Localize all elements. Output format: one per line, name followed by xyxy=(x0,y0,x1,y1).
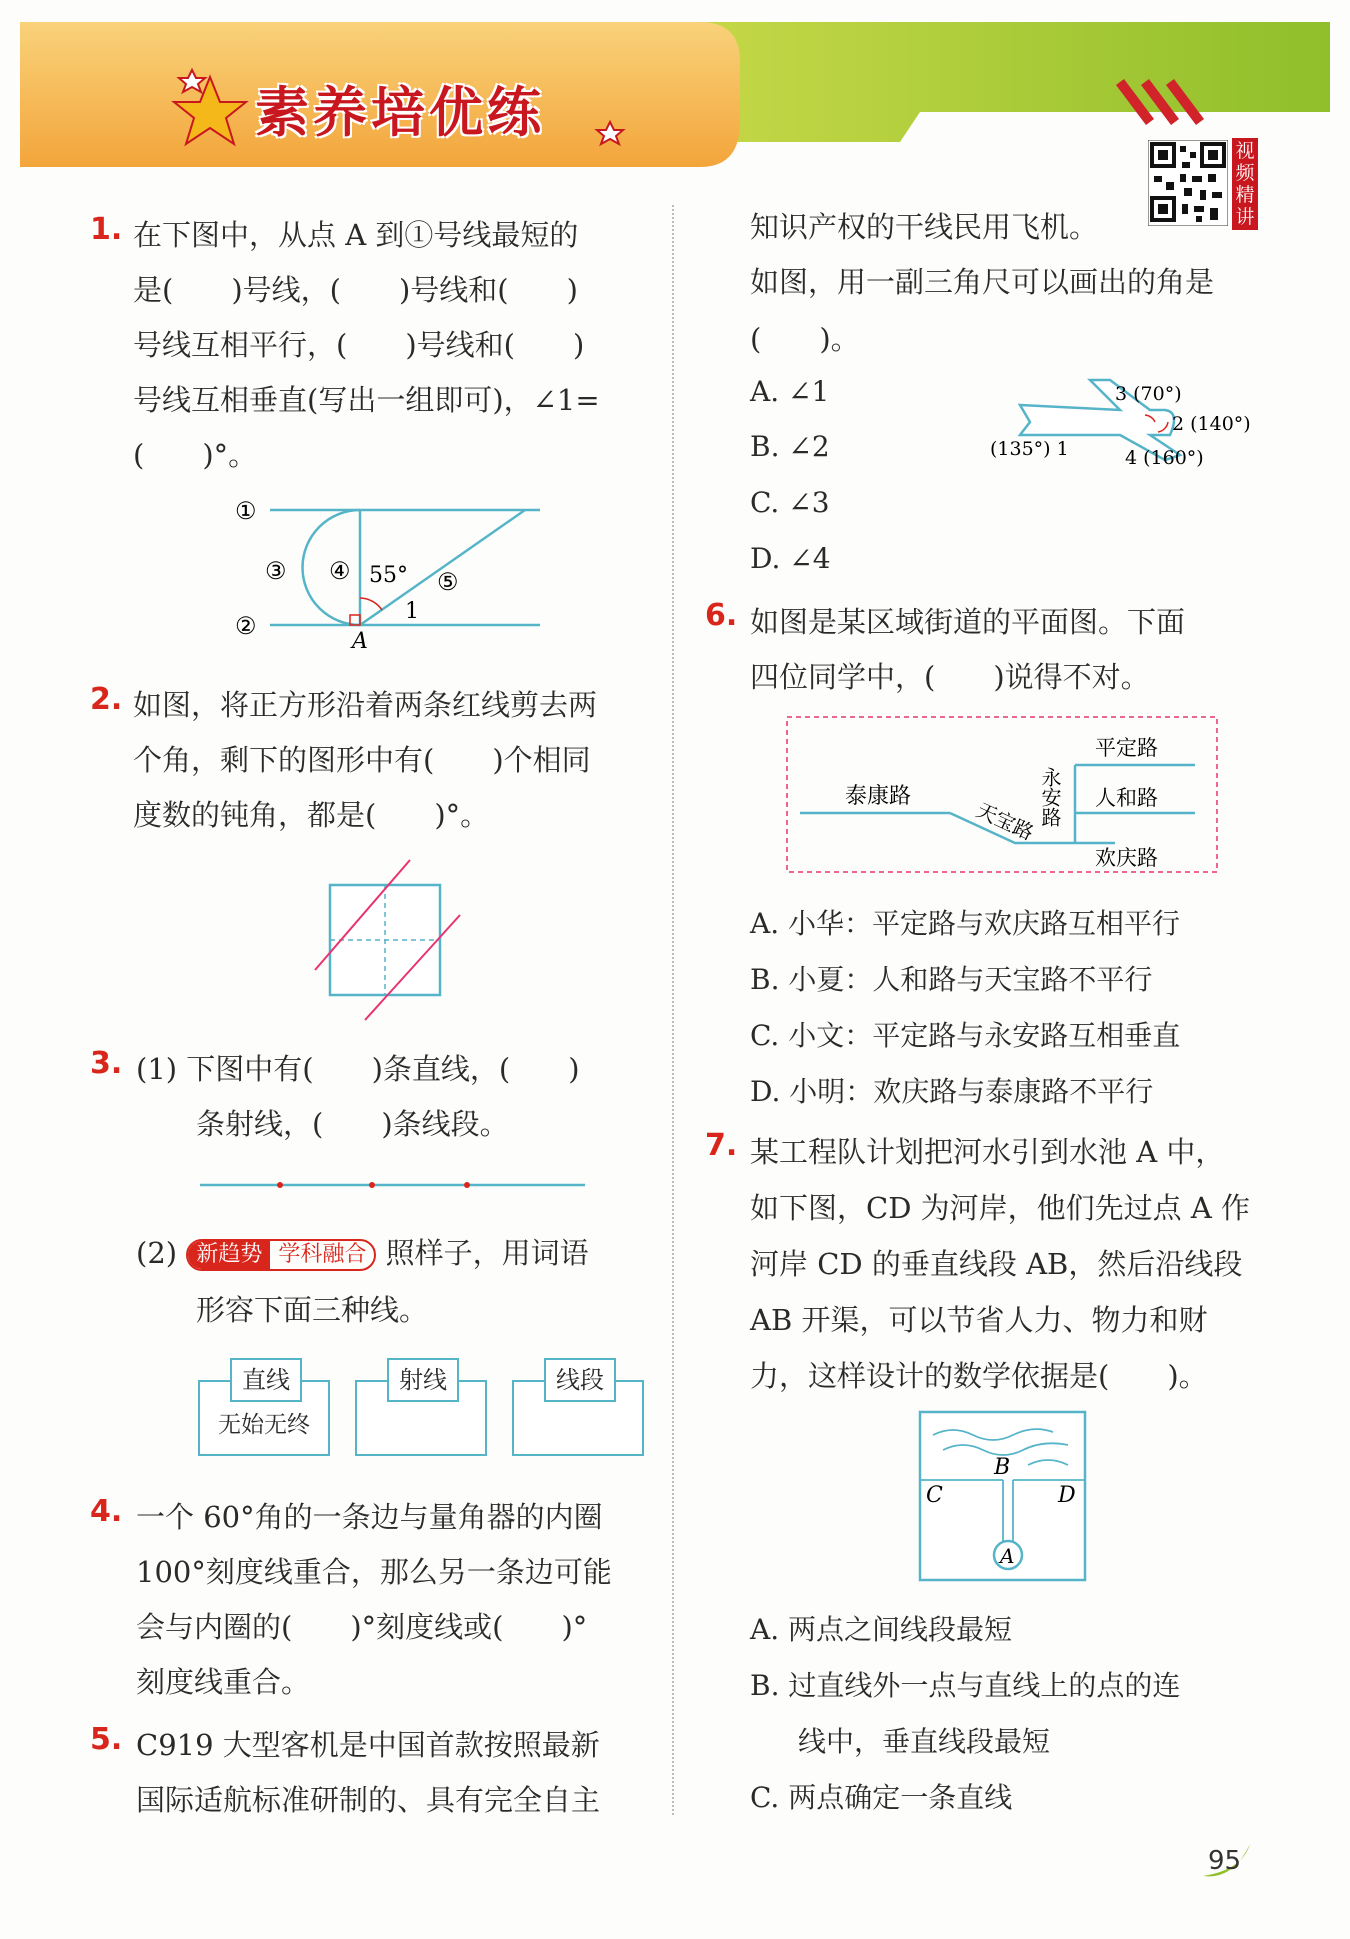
road-pingding: 平定路 xyxy=(1095,736,1158,760)
tag-primary: 新趋势 xyxy=(188,1241,270,1269)
question-text: 100°刻度线重合，那么另一条边可能 xyxy=(136,1555,612,1589)
question-text: 如下图，CD 为河岸，他们先过点 A 作 xyxy=(750,1191,1251,1225)
road-yongan: 永安路 xyxy=(1038,767,1062,827)
question-text: 如图是某区域街道的平面图。下面 xyxy=(750,605,1186,639)
question-text: 度数的钝角，都是( )°。 xyxy=(133,798,490,832)
question-text: ( )。 xyxy=(750,322,860,356)
question-text: 照样子，用词语 xyxy=(385,1236,589,1270)
angle-1-label: 1 xyxy=(405,599,419,624)
question-text: 会与内圈的( )°刻度线或( )° xyxy=(136,1610,588,1644)
option-b-continued: 线中，垂直线段最短 xyxy=(798,1725,1051,1758)
question-text: 号线互相平行，( )号线和( ) xyxy=(133,328,585,362)
question-text: 刻度线重合。 xyxy=(136,1665,311,1699)
question-text: 国际适航标准研制的、具有完全自主 xyxy=(136,1783,601,1817)
question-text: C919 大型客机是中国首款按照最新 xyxy=(136,1728,600,1762)
airplane-figure xyxy=(990,370,1270,480)
question-text: 四位同学中，( )说得不对。 xyxy=(750,660,1150,694)
question-number: 5. xyxy=(90,1722,123,1757)
question-part xyxy=(136,1231,589,1272)
question-text: 在下图中，从点 A 到①号线最短的 xyxy=(133,218,579,252)
point-a-label: A xyxy=(352,629,368,650)
box-label: 直线 xyxy=(230,1358,302,1402)
point-b-label: B xyxy=(994,1455,1011,1480)
river-pool-figure xyxy=(918,1410,1090,1585)
street-map-figure xyxy=(785,715,1220,875)
question-text: 河岸 CD 的垂直线段 AB，然后沿线段 xyxy=(750,1247,1243,1281)
point-c-label: C xyxy=(926,1483,943,1508)
q3-line-figure xyxy=(195,1175,595,1195)
option-a[interactable]: A. 两点之间线段最短 xyxy=(750,1613,1013,1646)
angle-label: 55° xyxy=(369,563,408,588)
question-text: 力，这样设计的数学依据是( )。 xyxy=(750,1359,1208,1393)
road-taikang: 泰康路 xyxy=(845,784,912,809)
label-line4: ④ xyxy=(329,557,351,585)
label-line2: ② xyxy=(235,612,257,640)
angle-4-label: 4 (160°) xyxy=(1125,447,1204,469)
section-banner xyxy=(20,22,1330,167)
q2-square-figure xyxy=(300,855,480,1025)
label-line3: ③ xyxy=(265,557,287,585)
question-text: 形容下面三种线。 xyxy=(196,1293,429,1327)
question-number: 2. xyxy=(90,682,123,717)
box-label: 线段 xyxy=(544,1358,616,1402)
option-b[interactable]: B. ∠2 xyxy=(750,430,830,463)
question-number: 6. xyxy=(705,598,738,633)
label-line5: ⑤ xyxy=(437,568,459,596)
angle-2-label: 2 (140°) xyxy=(1172,413,1251,435)
option-d[interactable]: D. 小明：欢庆路与泰康路不平行 xyxy=(750,1075,1154,1108)
option-c[interactable]: C. 两点确定一条直线 xyxy=(750,1781,1013,1814)
question-text: 知识产权的干线民用飞机。 xyxy=(750,210,1099,244)
part-label: (2) xyxy=(136,1236,178,1270)
question-text: 一个 60°角的一条边与量角器的内圈 xyxy=(136,1500,603,1534)
qr-code-icon[interactable] xyxy=(1148,140,1228,226)
question-text: AB 开渠，可以节省人力、物力和财 xyxy=(750,1303,1208,1337)
angle-1-label: (135°) 1 xyxy=(990,438,1069,460)
option-a[interactable]: A. 小华：平定路与欢庆路互相平行 xyxy=(750,907,1181,940)
banner-background xyxy=(20,22,1330,167)
tag-secondary: 学科融合 xyxy=(278,1242,367,1267)
page-number: 95 xyxy=(1208,1846,1242,1876)
angle-3-label: 3 (70°) xyxy=(1115,383,1182,405)
question-text: 号线互相垂直(写出一组即可)，∠1= xyxy=(133,383,600,417)
question-text: 条射线，( )条线段。 xyxy=(196,1107,509,1141)
question-number: 7. xyxy=(705,1128,738,1163)
road-tianbao: 天宝路 xyxy=(972,797,1038,845)
tag-badge xyxy=(186,1239,376,1271)
qr-label: 视频精讲 xyxy=(1232,138,1258,230)
option-c[interactable]: C. ∠3 xyxy=(750,486,830,519)
question-text: 如图，用一副三角尺可以画出的角是 xyxy=(750,265,1215,299)
question-text: 某工程队计划把河水引到水池 A 中， xyxy=(750,1135,1225,1169)
section-title: 素养培优练 xyxy=(255,80,545,144)
question-text: (1) 下图中有( )条直线，( ) xyxy=(136,1052,580,1086)
question-text: 是( )号线，( )号线和( ) xyxy=(133,273,578,307)
q1-figure xyxy=(225,490,555,650)
option-a[interactable]: A. ∠1 xyxy=(750,375,830,408)
question-number: 4. xyxy=(90,1494,123,1529)
box-label: 射线 xyxy=(387,1358,459,1402)
option-b[interactable]: B. 过直线外一点与直线上的点的连 xyxy=(750,1669,1181,1702)
option-c[interactable]: C. 小文：平定路与永安路互相垂直 xyxy=(750,1019,1181,1052)
question-number: 1. xyxy=(90,212,123,247)
question-number: 3. xyxy=(90,1046,123,1081)
question-text: 个角，剩下的图形中有( )个相同 xyxy=(133,743,591,777)
box-content: 无始无终 xyxy=(218,1412,310,1438)
point-a-label: A xyxy=(1000,1544,1015,1568)
question-text: ( )°。 xyxy=(133,438,258,472)
road-renhe: 人和路 xyxy=(1095,786,1158,810)
option-d[interactable]: D. ∠4 xyxy=(750,542,831,575)
road-huanqing: 欢庆路 xyxy=(1095,846,1158,870)
point-d-label: D xyxy=(1058,1483,1076,1508)
option-b[interactable]: B. 小夏：人和路与天宝路不平行 xyxy=(750,963,1153,996)
column-divider xyxy=(672,205,674,1815)
question-text: 如图，将正方形沿着两条红线剪去两 xyxy=(133,688,598,722)
label-line1: ① xyxy=(235,497,257,525)
